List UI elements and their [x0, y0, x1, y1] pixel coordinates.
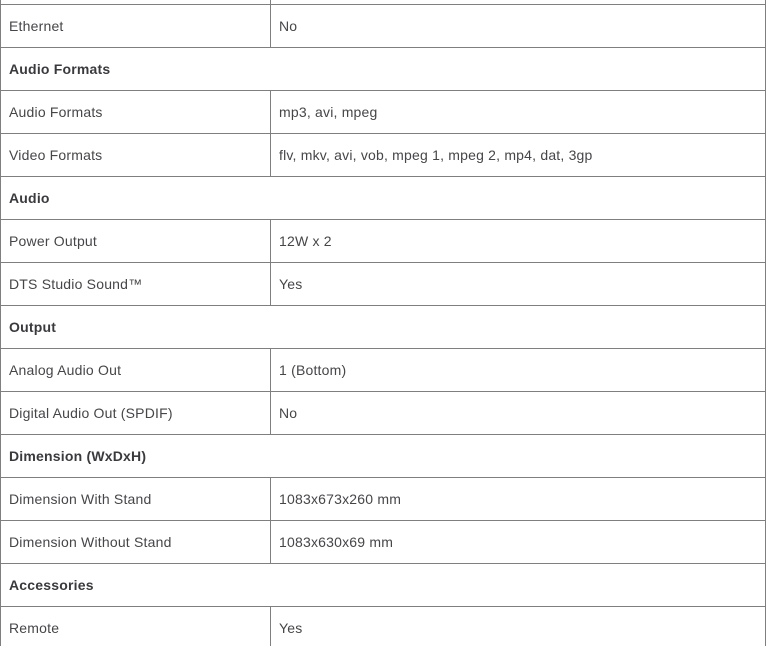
table-row — [1, 220, 766, 263]
table-row — [1, 478, 766, 521]
table-row — [1, 134, 766, 177]
spec-label-cell: Remote — [1, 607, 271, 646]
section-header-row — [1, 48, 766, 91]
section-header-row — [1, 177, 766, 220]
spec-value-cell: mp3, avi, mpeg — [271, 91, 766, 134]
section-header-cell: Accessories — [1, 564, 766, 607]
table-row — [1, 349, 766, 392]
spec-value-cell: 1 (Bottom) — [271, 349, 766, 392]
spec-value-cell: No — [271, 5, 766, 48]
table-row — [1, 607, 766, 646]
table-row — [1, 263, 766, 306]
spec-label-cell: Ethernet — [1, 5, 271, 48]
spec-value-cell: flv, mkv, avi, vob, mpeg 1, mpeg 2, mp4, dat, 3gp — [271, 134, 766, 177]
table-row — [1, 392, 766, 435]
spec-label-cell: Audio Formats — [1, 91, 271, 134]
spec-value-cell: Yes — [271, 263, 766, 306]
spec-label-cell: DTS Studio Sound™ — [1, 263, 271, 306]
spec-value-cell: Yes — [271, 607, 766, 646]
section-header-cell: Dimension (WxDxH) — [1, 435, 766, 478]
section-header-cell: Audio Formats — [1, 48, 766, 91]
spec-label-cell: Dimension With Stand — [1, 478, 271, 521]
spec-label-cell: Digital Audio Out (SPDIF) — [1, 392, 271, 435]
spec-label-cell: Analog Audio Out — [1, 349, 271, 392]
spec-value-cell: 1083x673x260 mm — [271, 478, 766, 521]
spec-label-cell: Video Formats — [1, 134, 271, 177]
spec-label-cell: Dimension Without Stand — [1, 521, 271, 564]
spec-value-cell: 1083x630x69 mm — [271, 521, 766, 564]
spec-label-cell: Power Output — [1, 220, 271, 263]
spec-value-cell: No — [271, 392, 766, 435]
table-row — [1, 5, 766, 48]
section-header-cell: Output — [1, 306, 766, 349]
spec-value-cell: 12W x 2 — [271, 220, 766, 263]
section-header-cell: Audio — [1, 177, 766, 220]
section-header-row — [1, 435, 766, 478]
spec-table-body — [1, 0, 766, 646]
section-header-row — [1, 306, 766, 349]
table-row — [1, 521, 766, 564]
table-row — [1, 91, 766, 134]
section-header-row — [1, 564, 766, 607]
